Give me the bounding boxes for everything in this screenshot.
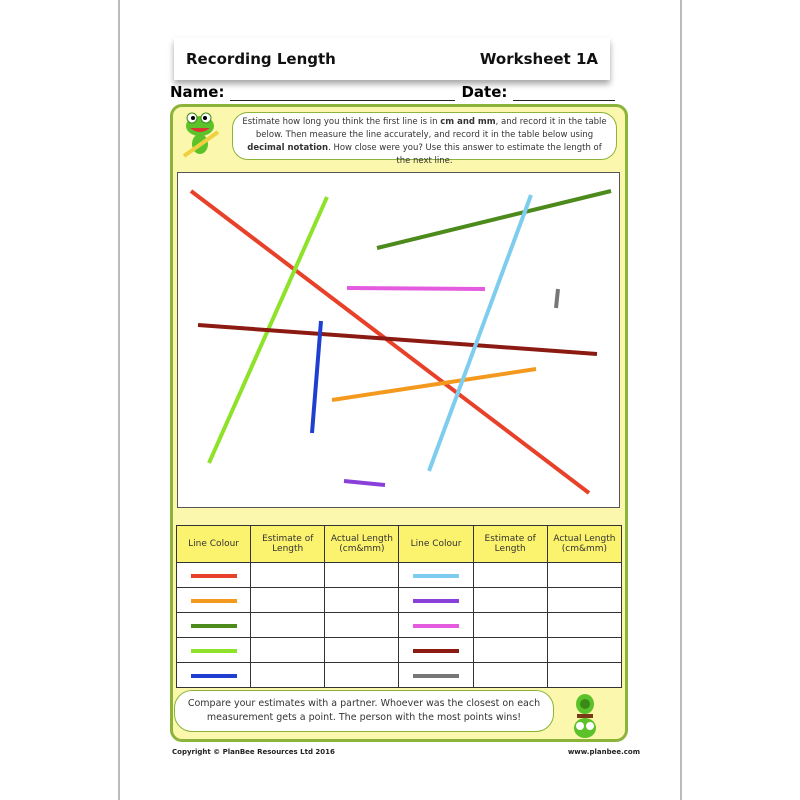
instr-text-3: . How close were you? Use this answer to estimate the length of the next line. (328, 143, 602, 166)
actual-length-cell[interactable] (325, 613, 399, 638)
frog-mascot-icon (565, 690, 605, 740)
line-purple (344, 481, 385, 485)
instructions-bubble (232, 112, 617, 166)
line-colour-cell (399, 663, 473, 688)
estimate-cell[interactable] (251, 588, 325, 613)
colour-swatch (413, 624, 459, 628)
instr-bold-1: cm and mm (440, 117, 496, 127)
line-magenta (347, 288, 485, 289)
actual-length-cell[interactable] (325, 563, 399, 588)
estimate-cell[interactable] (251, 663, 325, 688)
colour-swatch (191, 624, 237, 628)
estimate-cell[interactable] (251, 613, 325, 638)
line-colour-cell (399, 563, 473, 588)
name-date-row (170, 83, 615, 101)
estimate-cell[interactable] (473, 588, 547, 613)
line-gray (556, 289, 558, 308)
copyright-text: Copyright © PlanBee Resources Ltd 2016 (172, 748, 335, 756)
lines-canvas (178, 173, 621, 509)
worksheet-number: Worksheet 1A (479, 50, 598, 68)
column-header: Line Colour (177, 526, 251, 563)
colour-swatch (191, 674, 237, 678)
column-header: Actual Length (cm&mm) (325, 526, 399, 563)
worksheet-title: Recording Length (186, 50, 336, 68)
date-label: Date: (461, 83, 508, 101)
table-row (177, 588, 622, 613)
line-blue (312, 321, 321, 433)
table-row (177, 638, 622, 663)
colour-swatch (413, 599, 459, 603)
name-field[interactable] (230, 85, 455, 101)
colour-swatch (413, 574, 459, 578)
table-row (177, 663, 622, 688)
line-red (191, 191, 589, 493)
instr-bold-2: decimal notation (247, 143, 329, 153)
frog-mascot-icon (178, 110, 226, 162)
line-colour-cell (177, 563, 251, 588)
estimate-cell[interactable] (251, 638, 325, 663)
colour-swatch (191, 599, 237, 603)
actual-length-cell[interactable] (547, 638, 621, 663)
column-header: Estimate of Length (251, 526, 325, 563)
actual-length-cell[interactable] (547, 563, 621, 588)
compare-bubble: Compare your estimates with a partner. Whoever was the closest on each measurement gets a point. The person with the most points wins! (174, 690, 554, 732)
name-label: Name: (170, 83, 225, 101)
colour-swatch (191, 649, 237, 653)
date-field[interactable] (513, 85, 615, 101)
actual-length-cell[interactable] (325, 638, 399, 663)
table-row (177, 613, 622, 638)
estimate-cell[interactable] (473, 613, 547, 638)
line-colour-cell (177, 663, 251, 688)
instr-text-2: , and record it in the table below. Then measure the line accurately, and record it in the table below using (255, 117, 607, 140)
line-drawing-area (177, 172, 620, 508)
website-link[interactable]: www.planbee.com (567, 748, 640, 756)
actual-length-cell[interactable] (325, 663, 399, 688)
colour-swatch (413, 649, 459, 653)
line-colour-cell (177, 588, 251, 613)
measurement-table (176, 525, 622, 688)
actual-length-cell[interactable] (547, 613, 621, 638)
actual-length-cell[interactable] (325, 588, 399, 613)
estimate-cell[interactable] (251, 563, 325, 588)
column-header: Line Colour (399, 526, 473, 563)
line-colour-cell (177, 638, 251, 663)
line-colour-cell (399, 638, 473, 663)
estimate-cell[interactable] (473, 638, 547, 663)
column-header: Actual Length (cm&mm) (547, 526, 621, 563)
estimate-cell[interactable] (473, 563, 547, 588)
line-colour-cell (399, 613, 473, 638)
actual-length-cell[interactable] (547, 588, 621, 613)
actual-length-cell[interactable] (547, 663, 621, 688)
colour-swatch (413, 674, 459, 678)
column-header: Estimate of Length (473, 526, 547, 563)
line-green (377, 191, 611, 248)
colour-swatch (191, 574, 237, 578)
title-bar (174, 38, 610, 80)
table-row (177, 563, 622, 588)
estimate-cell[interactable] (473, 663, 547, 688)
instr-text-1: Estimate how long you think the first line is in (242, 117, 441, 127)
line-colour-cell (399, 588, 473, 613)
line-colour-cell (177, 613, 251, 638)
line-lightblue (429, 195, 531, 471)
